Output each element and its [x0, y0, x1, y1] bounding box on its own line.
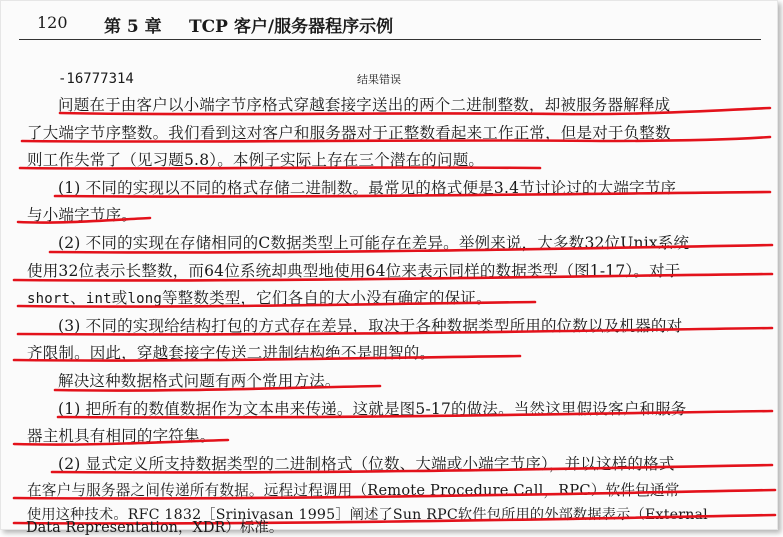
- list-item-line: (1) 把所有的数值数据作为文本串来传递。这就是图5-17的做法。当然这里假设客户和服务: [58, 400, 687, 418]
- list-item-line: (3) 不同的实现给结构打包的方式存在差异，取决于各种数据类型所用的位数以及机器的对: [58, 317, 683, 335]
- chapter-label: 第 5 章: [104, 17, 162, 37]
- program-output-value: -16777314: [58, 71, 134, 87]
- code-term-long: long: [127, 291, 162, 307]
- list-item-line: 器主机具有相同的字符集。: [27, 427, 216, 445]
- list-item-line: (1) 不同的实现以不同的格式存储二进制数。最常见的格式便是3.4节讨论过的大端字节序: [58, 179, 677, 197]
- list-item-line: (2) 不同的实现在存储相同的C数据类型上可能存在差异。举例来说，大多数32位Unix系统: [58, 234, 690, 252]
- list-item-line: 使用32位表示长整数，而64位系统却典型地使用64位来表示同样的数据类型（图1-17）。对于: [27, 262, 681, 280]
- list-item-line: 与小端字节序。: [27, 206, 137, 224]
- list-item-line: 使用这种技术。RFC 1832［Srinivasan 1995］阐述了Sun RPC软件包所用的外部数据表示（External: [27, 507, 708, 523]
- program-output-caption: 结果错误: [357, 73, 401, 86]
- list-item-line: 在客户与服务器之间传递所有数据。远程过程调用（Remote Procedure Call，RPC）软件包通常: [27, 482, 680, 499]
- conjunction: 或: [111, 289, 128, 307]
- separator: 、: [70, 289, 86, 307]
- list-item-line: 齐限制。因此，穿越套接字传送二进制结构绝不是明智的。: [27, 344, 436, 362]
- header-divider: [19, 39, 761, 40]
- code-term-int: int: [85, 291, 112, 307]
- page-number: 120: [37, 13, 68, 32]
- code-term-short: short: [27, 291, 71, 307]
- paragraph-line: 则工作失常了（见习题5.8）。本例子实际上存在三个潜在的问题。: [27, 151, 485, 169]
- paragraph-line: 了大端字节序整数。我们看到这对客户和服务器对于正整数看起来工作正常，但是对于负整数: [27, 124, 671, 142]
- paragraph-line: 解决这种数据格式问题有两个常用方法。: [58, 372, 341, 390]
- chapter-title: TCP 客户/服务器程序示例: [189, 17, 394, 37]
- list-item-line: [27, 286, 492, 308]
- page-header: [19, 11, 761, 37]
- list-item-line-last: Data Representation，XDR）标准。: [26, 520, 284, 536]
- list-item-line: (2) 显式定义所支持数据类型的二进制格式（位数、大端或小端字节序），并以这样的格式: [58, 455, 675, 473]
- list-item-text: 等整数类型，它们各自的大小没有确定的保证。: [161, 289, 492, 307]
- paragraph-line: 问题在于由客户以小端字节序格式穿越套接字送出的两个二进制整数，却被服务器解释成: [58, 96, 671, 114]
